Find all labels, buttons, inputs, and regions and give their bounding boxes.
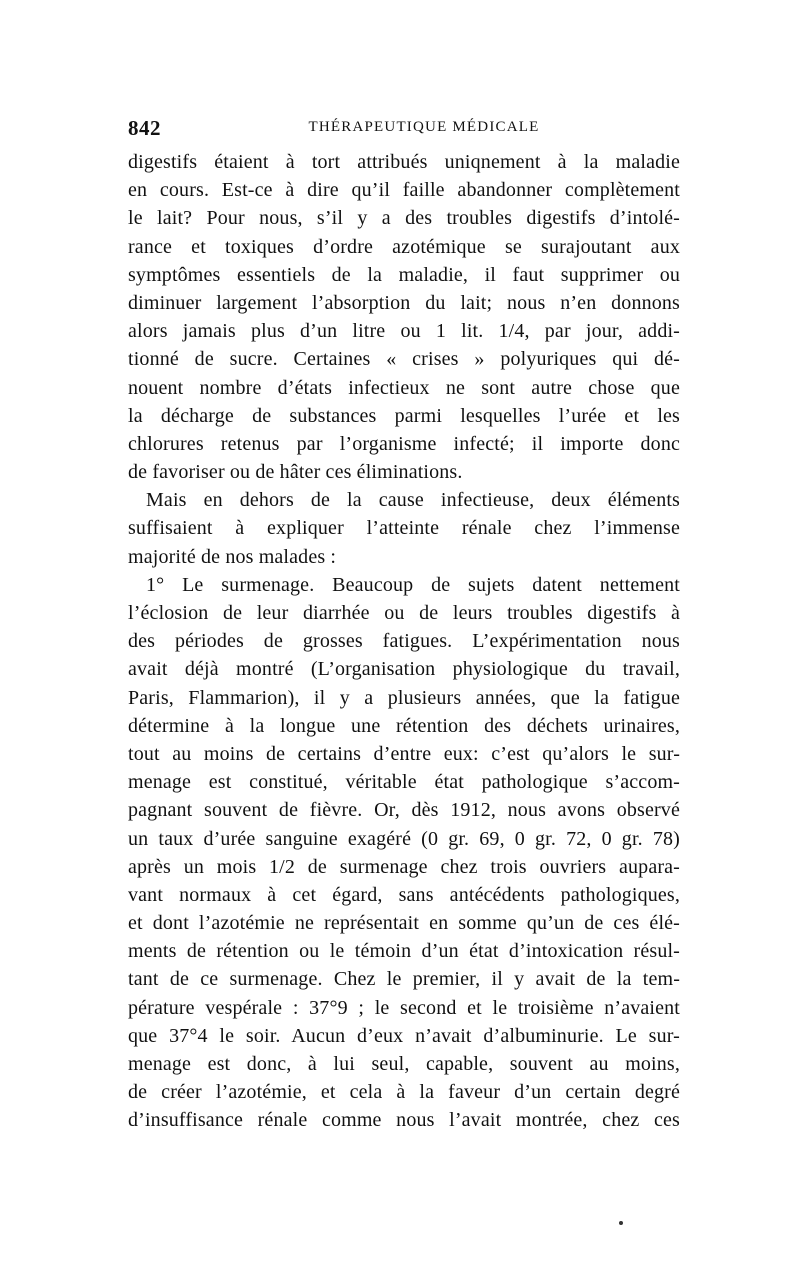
text-line: en cours. Est-ce à dire qu’il faille abandonner complètement — [128, 179, 680, 202]
page-header — [128, 116, 680, 140]
body-text — [128, 148, 680, 1135]
running-title: THÉRAPEUTIQUE MÉDICALE — [308, 119, 540, 135]
text-line: des périodes de grosses fatigues. L’expérimentation nous — [128, 630, 680, 653]
text-line: menage est constitué, véritable état pathologique s’accom- — [128, 771, 680, 794]
text-line: et dont l’azotémie ne représentait en somme qu’un de ces élé- — [128, 912, 680, 935]
text-line: pagnant souvent de fièvre. Or, dès 1912, nous avons observé — [128, 799, 680, 822]
text-line: de favoriser ou de hâter ces éliminations. — [128, 461, 463, 484]
text-line: suffisaient à expliquer l’atteinte rénale chez l’immense — [128, 517, 680, 540]
text-line: diminuer largement l’absorption du lait; nous n’en donnons — [128, 291, 680, 314]
text-line: avait déjà montré (L’organisation physiologique du travail, — [128, 658, 680, 681]
text-line: détermine à la longue une rétention des déchets urinaires, — [128, 714, 680, 737]
text-line: rance et toxiques d’ordre azotémique se surajoutant aux — [128, 235, 680, 258]
text-line: majorité de nos malades : — [128, 545, 337, 568]
text-line: digestifs étaient à tort attribués uniqnement à la maladie — [128, 151, 680, 173]
text-line: pérature vespérale : 37°9 ; le second et le troisième n’avaient — [128, 996, 680, 1019]
text-line: Mais en dehors de la cause infectieuse, deux éléments — [146, 489, 680, 512]
text-line: ments de rétention ou le témoin d’un état d’intoxication résul- — [128, 940, 680, 963]
text-line: nouent nombre d’états infectieux ne sont autre chose que — [128, 376, 680, 399]
text-line: 1° Le surmenage. Beaucoup de sujets datent nettement — [146, 573, 680, 596]
text-line: alors jamais plus d’un litre ou 1 lit. 1/4, par jour, addi- — [128, 320, 680, 343]
ink-speck — [619, 1221, 623, 1225]
text-line: un taux d’urée sanguine exagéré (0 gr. 69, 0 gr. 72, 0 gr. 78) — [128, 827, 680, 850]
text-line: Paris, Flammarion), il y a plusieurs années, que la fatigue — [128, 686, 680, 709]
text-line: la décharge de substances parmi lesquelles l’urée et les — [128, 404, 680, 427]
text-line: après un mois 1/2 de surmenage chez trois ouvriers aupara- — [128, 855, 680, 878]
page-number: 842 — [128, 116, 161, 140]
text-line: menage est donc, à lui seul, capable, souvent au moins, — [128, 1053, 680, 1075]
text-line: tout au moins de certains d’entre eux: c’est qu’alors le sur- — [128, 742, 680, 765]
text-line: tant de ce surmenage. Chez le premier, il y avait de la tem- — [128, 968, 680, 991]
text-line: vant normaux à cet égard, sans antécédents pathologiques, — [128, 883, 680, 906]
text-line: tionné de sucre. Certaines « crises » polyuriques qui dé- — [128, 348, 680, 371]
text-line: de créer l’azotémie, et cela à la faveur d’un certain degré — [128, 1081, 680, 1104]
text-line: chlorures retenus par l’organisme infecté; il importe donc — [128, 432, 680, 455]
text-line: symptômes essentiels de la maladie, il faut supprimer ou — [128, 263, 680, 286]
text-line: le lait? Pour nous, s’il y a des troubles digestifs d’intolé- — [128, 207, 680, 230]
text-line: que 37°4 le soir. Aucun d’eux n’avait d’albuminurie. Le sur- — [128, 1024, 680, 1047]
text-line: l’éclosion de leur diarrhée ou de leurs troubles digestifs à — [128, 602, 680, 624]
text-line: d’insuffisance rénale comme nous l’avait montrée, chez ces — [128, 1109, 680, 1132]
